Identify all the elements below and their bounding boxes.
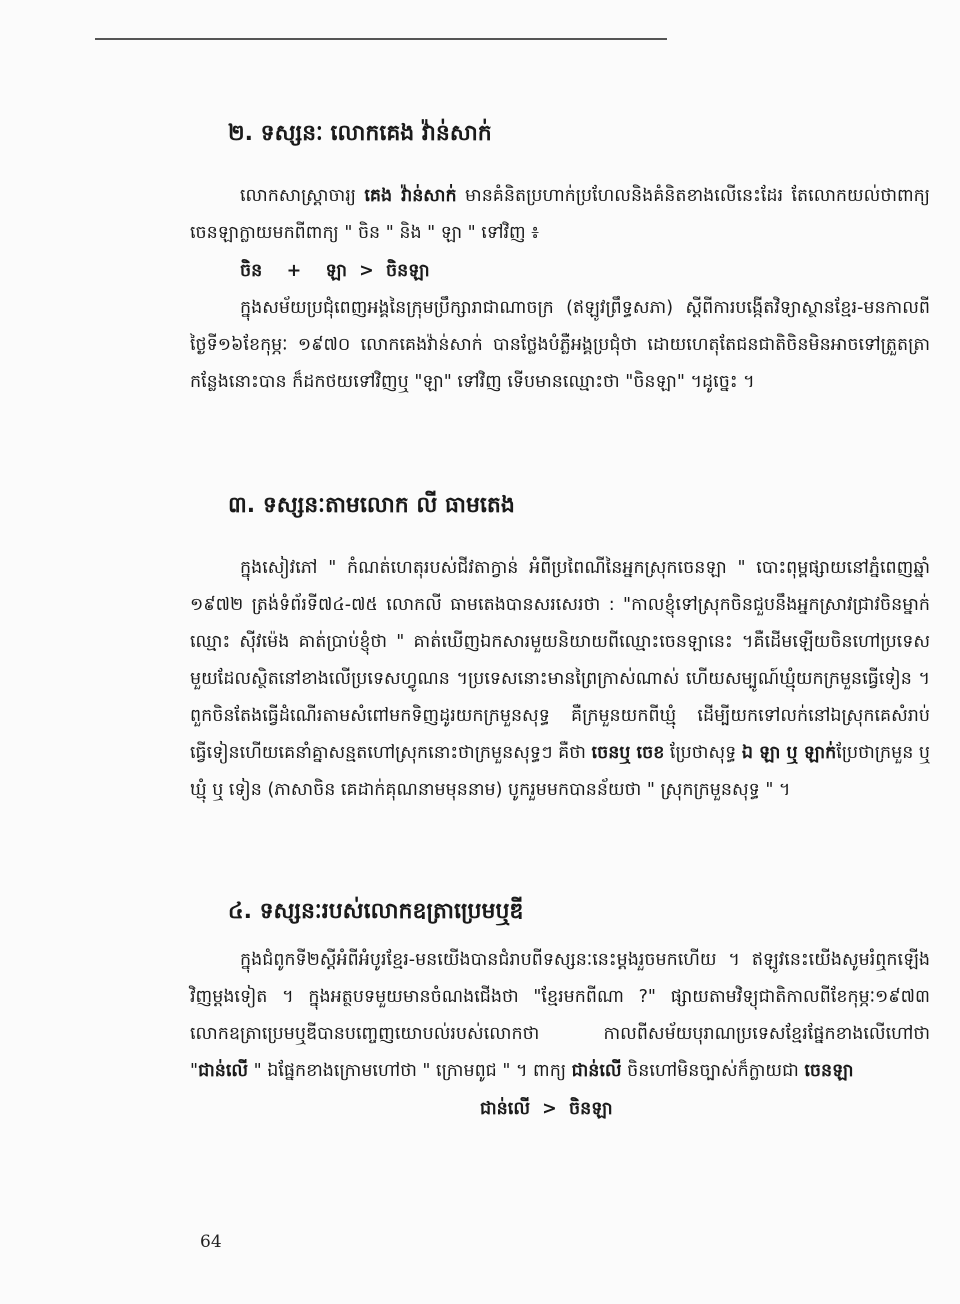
text-run: លោកសាស្ត្រាចារ្យ [240,186,365,206]
bold-term: ចេនឡា [804,1061,854,1081]
formula: ជាន់លើ > ចិនឡា [480,1099,613,1119]
text-run: ក្នុងសៀវភៅ " កំណត់ហេតុរបស់ជីវតាក្វាន់ អំពីប្រពៃណីនៃអ្នកស្រុកចេនឡា " បោះពុម្ពផ្សាយនៅភ្នំពេញឆ្នាំ ១៩៧២ ត្រង់ទំព័រទី៧៤-៧៥ លោកលី ធាមតេងបានសរសេរថា : "កាលខ្ញុំទៅស្រុកចិនជួបនឹងអ្នកស្រាវជ្រាវចិនម្នាក់ឈ្មោះ ស៊ីវម៉េង គាត់ប្រាប់ខ្ញុំថា " គាត់ឃើញឯកសារមួយនិយាយពីឈ្មោះចេនឡានេះ ។គឺដើមឡើយចិនហៅប្រទេសមួយដែលស្ថិតនៅខាងលើប្រទេសហ្វូណន ។ប្រទេសនោះមានព្រៃក្រាស់ណាស់ ហើយសម្បូណ៍ឃ្មុំយកក្រមួនធ្វើទៀន ។ ពួកចិនតែងធ្វើដំណើរតាមសំពៅមកទិញដូរយកក្រមួនសុទ្ធ គឺក្រមួនយកពីឃ្មុំ ដើម្បីយកទៅលក់នៅឯស្រុកគេសំរាប់ធ្វើទៀនហើយគេនាំគ្នាសន្មតហៅស្រុកនោះថាក្រមួនសុទ្ធៗ គឺថា [190,558,930,763]
text-run: មានគំនិតប្រហាក់ប្រហែលនិងគំនិតខាងលើនេះដែរ តែលោកយល់ថាពាក្យចេនឡាក្លាយមកពីពាក្យ " ចិន " និង " ឡា " ទៅវិញ ៖ [190,186,930,243]
section-heading: ៣. ទស្សនៈតាមលោក លី ធាមតេង [228,493,515,518]
text-run: ក្នុងជំពូកទី២ស្ដីអំពីអំបូរខ្មែរ-មនយើងបានជំរាបពីទស្សនៈនេះម្ដងរួចមកហើយ ។ ឥឡូវនេះយើងសូមរំឮកឡើងវិញម្ដងទៀត ។ ក្នុងអត្ថបទមួយមានចំណងជើងថា "ខ្មែរមកពីណា ?" ផ្សាយតាមវិទ្យុជាតិកាលពីខែកុម្ភៈ១៩៧៣ លោកឧត្រាប្រេមឬឌីបានបញ្ចេញយោបល់របស់លោកថា កាលពីសម័យបុរាណប្រទេសខ្មែរផ្នែកខាងលើហៅថា " [190,950,930,1081]
bold-term: ចេនឬ ចេខ [591,743,665,763]
section-heading: ២. ទស្សនៈ លោកគេង វ៉ាន់សាក់ [228,121,492,146]
text-run: " ឯផ្នែកខាងក្រោមហៅថា " ក្រោមពូជ " ។ ពាក្យ [248,1061,572,1081]
text-run: ក្នុងសម័យប្រជុំពេញអង្គនៃក្រុមប្រឹក្សារាជាណាចក្រ (ឥឡូវព្រឹទ្ធសភា) ស្ដីពីការបង្កើតវិទ្យាស្ថានខ្មែរ-មនកាលពីថ្ងៃទី១៦ខែកុម្ភៈ ១៩៧០ លោកគេងវ៉ាន់សាក់ បានថ្លែងបំភ្លឺអង្គប្រជុំថា ដោយហេតុតែជនជាតិចិនមិនអាចទៅត្រួតត្រាកន្លែងនោះបាន ក៏ដកថយទៅវិញឬ "ឡា" ទៅវិញ ទើបមានឈ្មោះថា "ចិនឡា" ។ដូច្នេះ ។ [190,298,930,392]
paragraph [190,290,930,401]
paragraph [190,550,930,809]
bold-name: គេង វ៉ាន់សាក់ [364,186,457,206]
text-run: ប្រែថាក្រមួន ឬ ឃ្មុំ ឬ ទៀន (ភាសាចិន គេដាក់គុណនាមមុននាម) បូករួមមកបានន័យថា " ស្រុកក្រមួនសុទ្ធ " ។ [190,743,931,800]
paragraph [190,178,930,252]
top-rule [95,38,667,40]
text-run: ប្រែថាសុទ្ធ [664,743,742,763]
bold-term: ឯ ឡា ឬ ឡាក់ [741,743,837,763]
text-run: ចិនហៅមិនច្បាស់ក៏ក្លាយជា [621,1061,805,1081]
section-3 [190,484,930,809]
bold-term: ជាន់លើ [198,1061,249,1081]
bold-term: ជាន់លើ [571,1061,622,1081]
formula: ចិន + ឡា > ចិនឡា [240,261,430,281]
paragraph [190,942,930,1090]
section-heading: ៤. ទស្សនៈរបស់លោកឧត្រាប្រេមឬឌី [228,899,524,924]
section-2 [190,112,930,401]
page-number: 64 [200,1232,222,1252]
section-4 [190,890,930,1128]
